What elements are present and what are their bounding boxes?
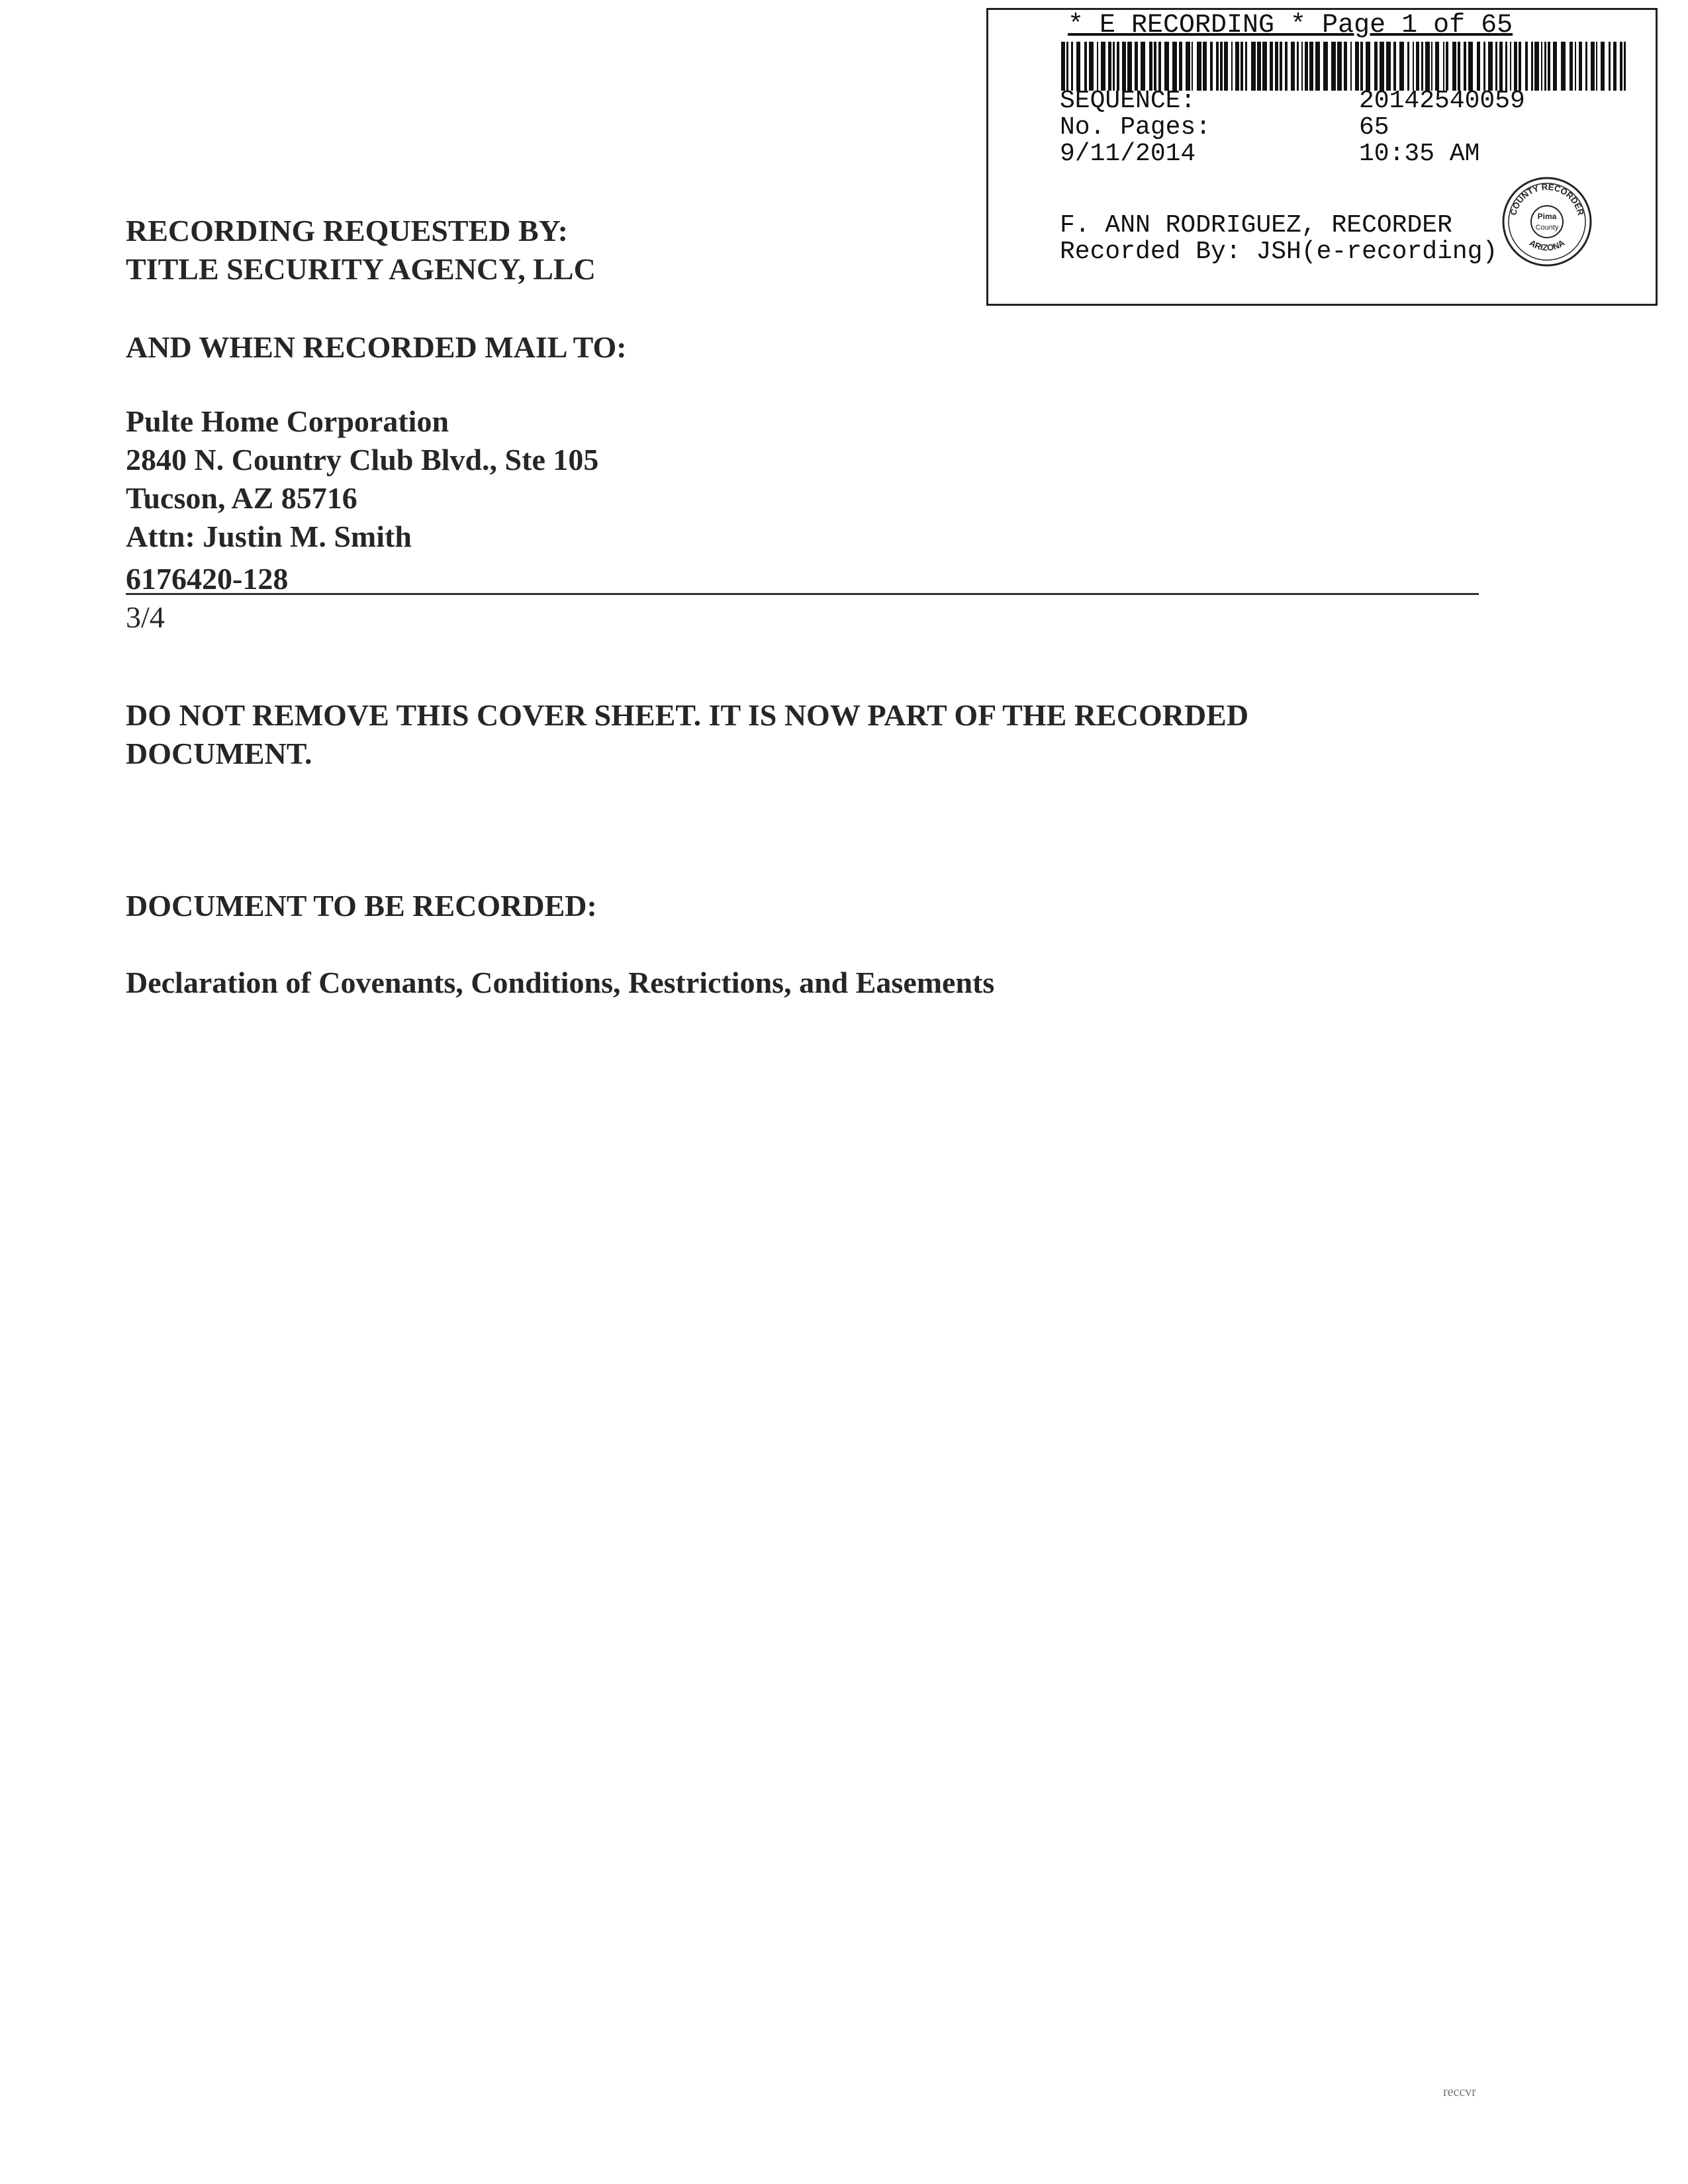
barcode-bar: [1575, 42, 1576, 91]
barcode-bar: [1231, 42, 1233, 91]
barcode-bar: [1275, 42, 1278, 91]
mail-to-line-street: 2840 N. Country Club Blvd., Ste 105: [126, 443, 599, 477]
barcode-bar: [1541, 42, 1542, 91]
barcode-bar: [1468, 42, 1473, 91]
barcode-bar: [1066, 42, 1068, 91]
barcode-bar: [1421, 42, 1423, 91]
barcode-bar: [1561, 42, 1566, 91]
barcode-bar: [1197, 42, 1201, 91]
barcode-bar: [1108, 42, 1111, 91]
barcode-bar: [1380, 42, 1384, 91]
barcode-bar: [1483, 42, 1485, 91]
order-underline: [126, 593, 1479, 595]
pages-label: No. Pages:: [1060, 113, 1211, 142]
barcode-bar: [1280, 42, 1282, 91]
barcode-bar: [1164, 42, 1169, 91]
barcode-bar: [1262, 42, 1267, 91]
barcode-bar: [1172, 42, 1177, 91]
barcode-bar: [1350, 42, 1352, 91]
barcode-bar: [1431, 42, 1432, 91]
recorded-date: 9/11/2014: [1060, 140, 1196, 168]
barcode-bar: [1297, 42, 1299, 91]
recorded-time: 10:35 AM: [1359, 140, 1480, 168]
barcode-bar: [1488, 42, 1493, 91]
seal-top-text: COUNTY RECORDER: [1508, 181, 1586, 216]
barcode-bar: [1446, 42, 1448, 91]
document-label: DOCUMENT TO BE RECORDED:: [126, 889, 597, 923]
barcode-bar: [1425, 42, 1430, 91]
barcode-bar: [1135, 42, 1138, 91]
footer-mark: reccvr: [1443, 2085, 1476, 2099]
barcode-bar: [1235, 42, 1239, 91]
barcode-bar: [1609, 42, 1611, 91]
barcode-bar: [1393, 42, 1396, 91]
barcode-bar: [1224, 42, 1228, 91]
barcode-bar: [1505, 42, 1507, 91]
barcode-bar: [1464, 42, 1466, 91]
barcode-bar: [1548, 42, 1550, 91]
barcode-bar: [1305, 42, 1308, 91]
barcode-bar: [1323, 42, 1328, 91]
sequence-value: 20142540059: [1359, 87, 1525, 115]
barcode-bar: [1531, 42, 1533, 91]
barcode-bar: [1407, 42, 1409, 91]
barcode-bar: [1416, 42, 1419, 91]
barcode-bar: [1122, 42, 1126, 91]
document-title: Declaration of Covenants, Conditions, Restrictions, and Easements: [126, 966, 995, 999]
barcode-bar: [1220, 42, 1223, 91]
barcode-bar: [1585, 42, 1587, 91]
barcode-bar: [1113, 42, 1115, 91]
barcode-bar: [1510, 42, 1511, 91]
barcode-bar: [1355, 42, 1359, 91]
barcode-bar: [1386, 42, 1391, 91]
barcode-bar: [1399, 42, 1404, 91]
barcode-bar: [1216, 42, 1219, 91]
barcode-bar: [1477, 42, 1480, 91]
barcode-bar: [1374, 42, 1378, 91]
notice-line-2: DOCUMENT.: [126, 737, 312, 770]
barcode-bar: [1257, 42, 1261, 91]
barcode-bar: [1141, 42, 1145, 91]
pages-value: 65: [1359, 113, 1389, 142]
barcode-bar: [1061, 42, 1065, 91]
recorded-by: Recorded By: JSH(e-recording): [1060, 238, 1498, 266]
order-number: 6176420-128: [126, 562, 289, 596]
barcode-bar: [1179, 42, 1182, 91]
requested-by-agency: TITLE SECURITY AGENCY, LLC: [126, 252, 596, 286]
sequence-label: SEQUENCE:: [1060, 87, 1196, 115]
barcode-bar: [1127, 42, 1132, 91]
barcode-bar: [1315, 42, 1320, 91]
seal-center-line1: Pima: [1537, 212, 1557, 221]
mail-to-line-attn: Attn: Justin M. Smith: [126, 520, 412, 553]
barcode-bar: [1270, 42, 1273, 91]
barcode-bar: [1601, 42, 1605, 91]
mail-to-label: AND WHEN RECORDED MAIL TO:: [126, 330, 627, 364]
barcode-bar: [1285, 42, 1288, 91]
seal-bottom-text: ARIZONA: [1527, 238, 1567, 253]
barcode-bar: [1251, 42, 1256, 91]
barcode-bar: [1076, 42, 1080, 91]
notice-line-1: DO NOT REMOVE THIS COVER SHEET. IT IS NOW PART OF THE RECORDED: [126, 698, 1249, 732]
barcode-bar: [1519, 42, 1521, 91]
barcode-bar: [1413, 42, 1414, 91]
barcode-bar: [1245, 42, 1247, 91]
barcode-bar: [1101, 42, 1105, 91]
barcode-bar: [1331, 42, 1336, 91]
barcode-bar: [1452, 42, 1456, 91]
barcode-bar: [1525, 42, 1528, 91]
barcode: [1061, 42, 1630, 91]
barcode-bar: [1149, 42, 1152, 91]
barcode-bar: [1337, 42, 1342, 91]
barcode-bar: [1097, 42, 1098, 91]
barcode-bar: [1553, 42, 1557, 91]
barcode-bar: [1089, 42, 1094, 91]
recording-stamp: [986, 8, 1658, 306]
barcode-bar: [1084, 42, 1087, 91]
stamp-header: * E RECORDING * Page 1 of 65: [1068, 11, 1513, 40]
barcode-bar: [1458, 42, 1460, 91]
county-recorder-seal-icon: [1501, 175, 1593, 268]
barcode-bar: [1344, 42, 1347, 91]
barcode-bar: [1579, 42, 1582, 91]
barcode-bar: [1514, 42, 1517, 91]
barcode-bar: [1624, 42, 1626, 91]
barcode-bar: [1210, 42, 1213, 91]
barcode-bar: [1203, 42, 1207, 91]
order-fraction: 3/4: [126, 600, 165, 634]
barcode-bar: [1117, 42, 1119, 91]
recorder-name: F. ANN RODRIGUEZ, RECORDER: [1060, 211, 1452, 240]
barcode-bar: [1544, 42, 1546, 91]
barcode-bar: [1291, 42, 1295, 91]
barcode-bar: [1591, 42, 1595, 91]
mail-to-line-company: Pulte Home Corporation: [126, 404, 449, 438]
barcode-bar: [1071, 42, 1073, 91]
barcode-bar: [1154, 42, 1156, 91]
seal-center-line2: County: [1535, 224, 1559, 232]
barcode-bar: [1360, 42, 1363, 91]
barcode-bar: [1301, 42, 1303, 91]
barcode-bar: [1435, 42, 1439, 91]
barcode-bar: [1620, 42, 1622, 91]
barcode-bar: [1366, 42, 1370, 91]
barcode-bar: [1596, 42, 1597, 91]
barcode-bar: [1443, 42, 1444, 91]
mail-to-line-city: Tucson, AZ 85716: [126, 481, 357, 515]
barcode-bar: [1499, 42, 1503, 91]
barcode-bar: [1570, 42, 1573, 91]
barcode-bar: [1192, 42, 1193, 91]
barcode-bar: [1534, 42, 1539, 91]
barcode-bar: [1613, 42, 1617, 91]
barcode-bar: [1158, 42, 1161, 91]
barcode-bar: [1309, 42, 1313, 91]
barcode-bar: [1241, 42, 1243, 91]
barcode-bar: [1495, 42, 1497, 91]
requested-by-label: RECORDING REQUESTED BY:: [126, 214, 568, 248]
barcode-bar: [1186, 42, 1190, 91]
